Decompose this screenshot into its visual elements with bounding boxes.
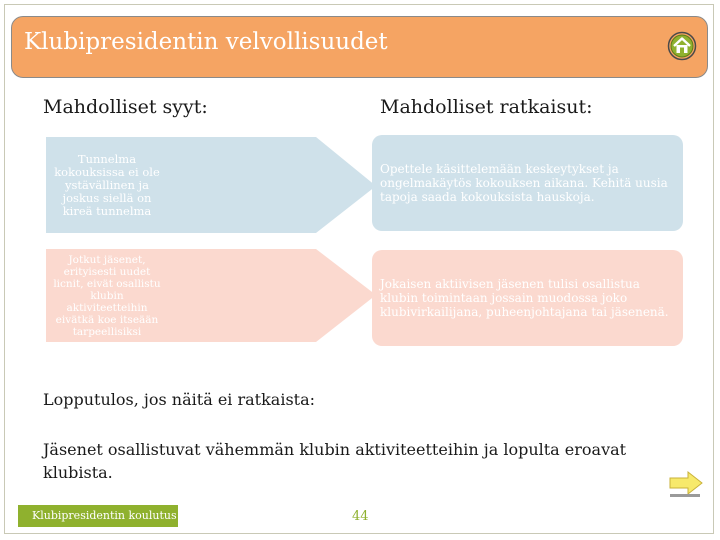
causes-heading: Mahdolliset syyt:	[43, 96, 208, 118]
solution-box-meetings	[372, 135, 683, 231]
cause-text-participation: Jotkut jäsenet, erityisesti uudet licnit, eivät osallistu klubin aktiviteetteihin eivätkä koe itseään tarpeellisiksi	[53, 253, 161, 338]
solution-text-meetings: Opettele käsittelemään keskeytykset ja ongelmakäytös kokouksen aikana. Kehitä uusia tapoja saada kokouksista hauskoja.	[380, 162, 668, 204]
result-text: Jäsenet osallistuvat vähemmän klubin aktiviteetteihin ja lopulta eroavat klubista.	[43, 440, 627, 482]
cause-box-atmosphere	[46, 137, 168, 233]
page-number: 44	[352, 509, 369, 524]
solutions-heading: Mahdolliset ratkaisut:	[380, 96, 593, 118]
title-bar	[11, 16, 708, 78]
solution-text-participation: Jokaisen aktiivisen jäsenen tulisi osallistua klubin toimintaan jossain muodossa joko klubivirkailijana, puheenjohtajana tai jäsenenä.	[380, 277, 669, 319]
result-heading: Lopputulos, jos näitä ei ratkaista:	[43, 390, 316, 409]
next-arrow-icon[interactable]	[668, 470, 704, 498]
slide-title: Klubipresidentin velvollisuudet	[24, 29, 388, 55]
home-icon[interactable]	[667, 31, 697, 61]
solution-box-participation	[372, 250, 683, 346]
cause-box-participation	[46, 249, 168, 342]
footer-text: Klubipresidentin koulutus	[32, 509, 177, 522]
cause-text-atmosphere: Tunnelma kokouksissa ei ole ystävällinen ja joskus siellä on kireä tunnelma	[54, 151, 160, 218]
